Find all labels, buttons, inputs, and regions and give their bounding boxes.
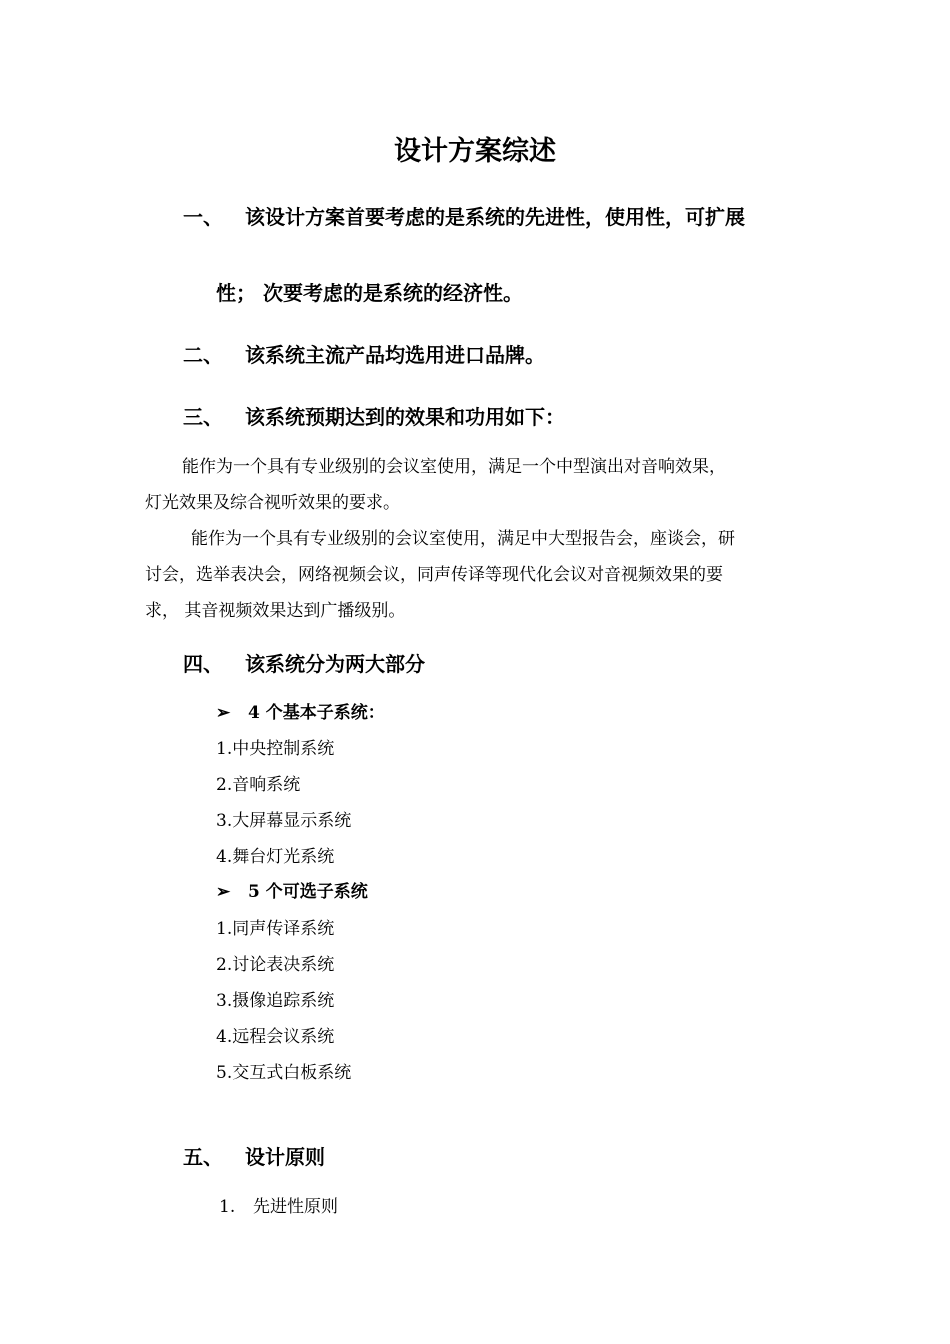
section-5-heading xyxy=(183,1143,325,1171)
section-1-text: 该设计方案首要考虑的是系统的先进性，使用性，可扩展 xyxy=(245,205,745,229)
list-item: 3.摄像追踪系统 xyxy=(216,991,335,1011)
list-item: 1.中央控制系统 xyxy=(216,739,335,759)
arrow-bullet-icon: ➢ xyxy=(216,882,231,902)
section-5-text: 设计原则 xyxy=(245,1145,325,1169)
basic-subsystems-label: 4 个基本子系统： xyxy=(248,703,385,723)
section-3-paragraph-1 xyxy=(145,449,825,521)
paragraph-1-line-2: 灯光效果及综合视听效果的要求。 xyxy=(145,493,400,513)
list-item: 2.音响系统 xyxy=(216,775,301,795)
section-3-text: 该系统预期达到的效果和功用如下： xyxy=(245,405,565,429)
section-4-text: 该系统分为两大部分 xyxy=(245,652,425,676)
list-item: 3.大屏幕显示系统 xyxy=(216,811,352,831)
paragraph-1-line-1: 能作为一个具有专业级别的会议室使用，满足一个中型演出对音响效果， xyxy=(182,457,726,477)
paragraph-2-line-2: 讨会，选举表决会，网络视频会议，同声传译等现代化会议对音视频效果的要 xyxy=(145,565,723,585)
section-4-heading xyxy=(183,650,425,678)
page-title: 设计方案综述 xyxy=(394,136,556,167)
section-3-number: 三、 xyxy=(183,405,223,429)
list-item: 1.同声传译系统 xyxy=(216,919,335,939)
section-1-continuation: 性； 次要考虑的是系统的经济性。 xyxy=(216,281,523,305)
optional-subsystems-heading xyxy=(216,880,368,904)
section-5-number: 五、 xyxy=(183,1145,223,1169)
section-3-heading xyxy=(183,403,565,431)
principle-item xyxy=(219,1195,338,1219)
basic-subsystems-heading xyxy=(216,701,385,725)
paragraph-2-line-1: 能作为一个具有专业级别的会议室使用，满足中大型报告会，座谈会，研 xyxy=(191,529,735,549)
section-3-paragraph-2 xyxy=(145,521,825,629)
section-1-number: 一、 xyxy=(183,205,223,229)
section-2-number: 二、 xyxy=(183,343,223,367)
section-2-heading xyxy=(183,341,545,369)
list-item: 4.舞台灯光系统 xyxy=(216,847,335,867)
arrow-bullet-icon: ➢ xyxy=(216,703,231,723)
section-4-number: 四、 xyxy=(183,652,223,676)
list-item: 4.远程会议系统 xyxy=(216,1027,335,1047)
principle-number: 1. xyxy=(219,1197,236,1217)
principle-text: 先进性原则 xyxy=(253,1197,338,1217)
list-item: 5.交互式白板系统 xyxy=(216,1063,352,1083)
optional-subsystems-label: 5 个可选子系统 xyxy=(248,882,368,902)
section-2-text: 该系统主流产品均选用进口品牌。 xyxy=(245,343,545,367)
list-item: 2.讨论表决系统 xyxy=(216,955,335,975)
paragraph-2-line-3: 求， 其音视频效果达到广播级别。 xyxy=(145,601,406,621)
section-1-heading xyxy=(183,203,745,231)
